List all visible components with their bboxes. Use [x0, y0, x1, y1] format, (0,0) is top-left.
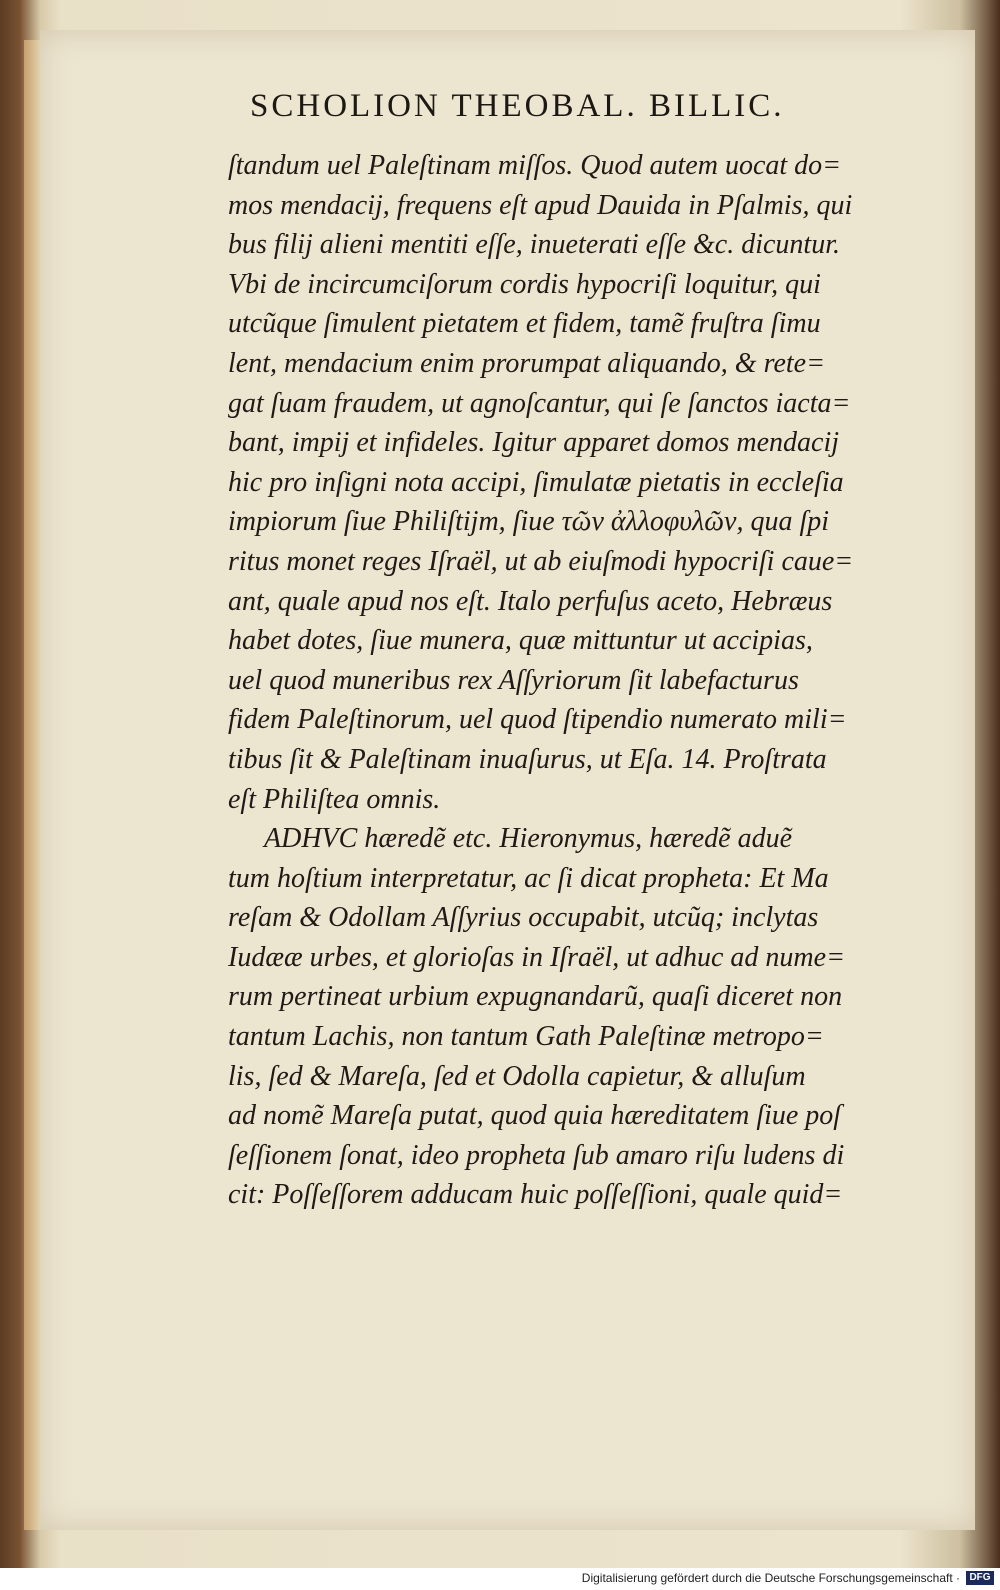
running-head: SCHOLION THEOBAL. BILLIC.: [250, 88, 785, 124]
text-line: rum pertineat urbium expugnandarũ, quaſi diceret non: [228, 981, 843, 1013]
text-line: habet dotes, ſiue munera, quæ mittuntur ut accipias,: [228, 625, 813, 657]
text-line: tibus ſit & Paleſtinam inuaſurus, ut Eſa. 14. Proſtrata: [228, 743, 827, 775]
text-line: Vbi de incircumciſorum cordis hypocriſi loquitur, qui: [228, 268, 821, 300]
text-line: bant, impij et infideles. Igitur apparet domos mendacij: [228, 427, 840, 459]
paragraph-start-line: ADHVC hæredẽ etc. Hieronymus, hæredẽ aduẽ: [264, 823, 792, 855]
footer-bar: [0, 1568, 1000, 1590]
text-line: lent, mendacium enim prorumpat aliquando, & rete=: [228, 347, 825, 379]
text-line: ſeſſionem ſonat, ideo propheta ſub amaro riſu ludens di: [228, 1139, 845, 1171]
text-line: fidem Paleſtinorum, uel quod ſtipendio numerato mili=: [228, 704, 847, 736]
text-line: utcũque ſimulent pietatem et fidem, tamẽ fruſtra ſimu: [228, 308, 821, 340]
text-line: uel quod muneribus rex Aſſyriorum ſit labefacturus: [228, 664, 799, 696]
funding-credit: Digitalisierung gefördert durch die Deutsche Forschungsgemeinschaft ·: [581, 1571, 960, 1585]
text-line: cit: Poſſeſſorem adducam huic poſſeſſioni, quale quid=: [228, 1179, 843, 1211]
text-line: tantum Lachis, non tantum Gath Paleſtinæ metropo=: [228, 1021, 824, 1053]
text-line: ſtandum uel Paleſtinam miſſos. Quod autem uocat do=: [228, 150, 842, 181]
dfg-logo: DFG: [966, 1571, 994, 1585]
text-line: eſt Philiſtea omnis.: [228, 783, 441, 815]
text-line: gat ſuam fraudem, ut agnoſcantur, qui ſe ſanctos iacta=: [228, 387, 851, 419]
text-line: ant, quale apud nos eſt. Italo perfuſus aceto, Hebræus: [228, 585, 833, 617]
text-line: impiorum ſiue Philiſtijm, ſiue τῶν ἀλλοφυλῶν, qua ſpi: [228, 506, 830, 538]
text-line: tum hoſtium interpretatur, ac ſi dicat propheta: Et Ma: [228, 862, 829, 894]
text-line: ad nomẽ Mareſa putat, quod quia hæreditatem ſiue poſ: [228, 1100, 842, 1132]
text-line: lis, ſed & Mareſa, ſed et Odolla capietur, & alluſum: [228, 1060, 806, 1092]
text-line: reſam & Odollam Aſſyrius occupabit, utcũq; inclytas: [228, 902, 819, 934]
text-line: mos mendacij, frequens eſt apud Dauida in Pſalmis, qui: [228, 189, 853, 221]
text-line: hic pro inſigni nota accipi, ſimulatæ pietatis in eccleſia: [228, 466, 844, 498]
body-text: [228, 146, 928, 1215]
text-line: Iudææ urbes, et glorioſas in Iſraël, ut adhuc ad nume=: [228, 941, 845, 973]
text-line: ritus monet reges Iſraël, ut ab eiuſmodi hypocriſi caue=: [228, 545, 854, 577]
text-line: bus filij alieni mentiti eſſe, inueterati eſſe &c. dicuntur.: [228, 229, 841, 261]
